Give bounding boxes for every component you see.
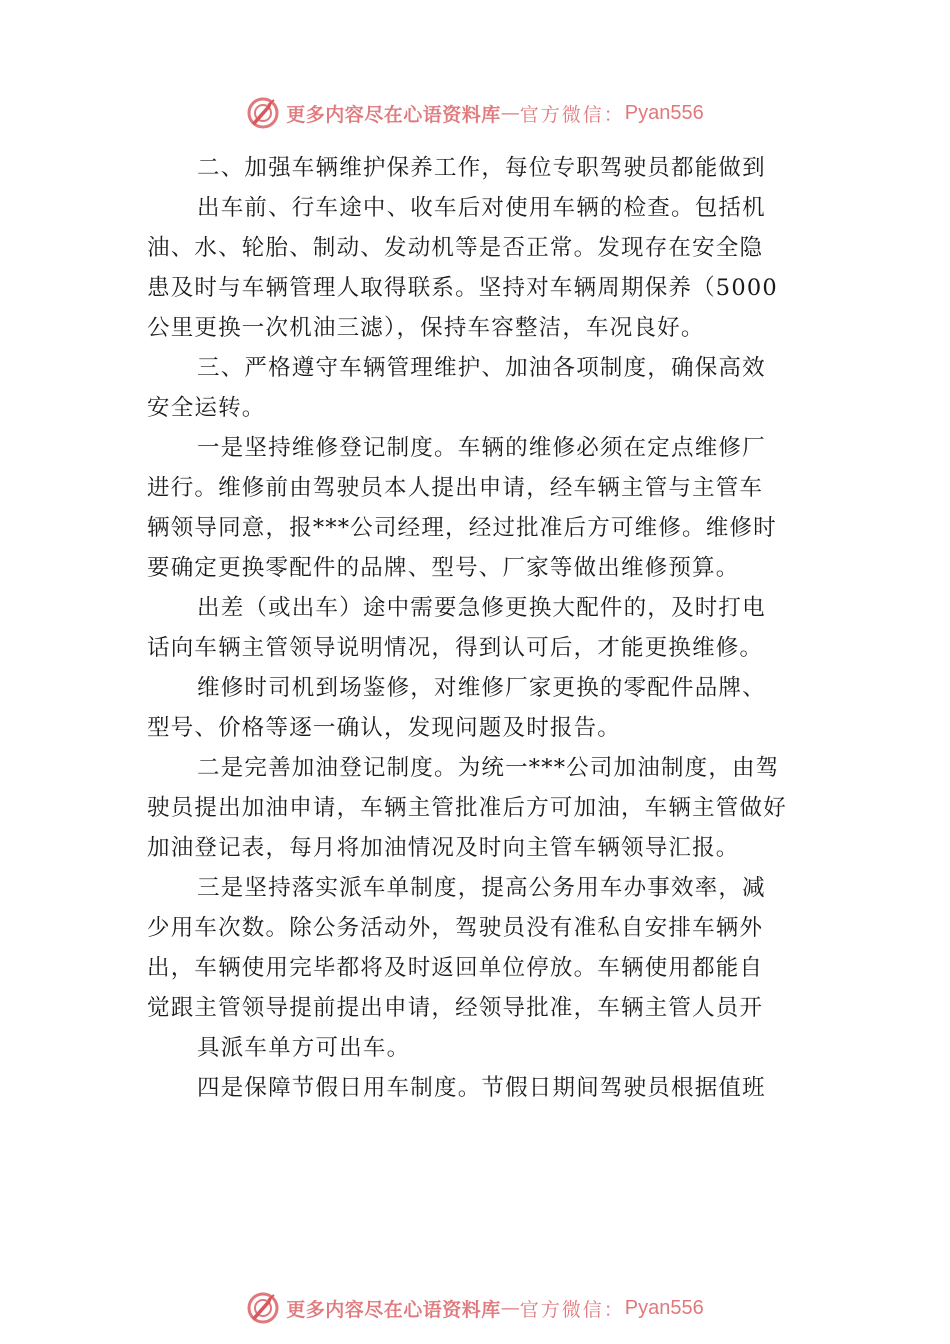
header-watermark-banner: [0, 93, 950, 133]
footer-brand-text: 更多内容尽在心语资料库: [286, 1298, 501, 1321]
text-line: 三是坚持落实派车单制度，提高公务用车办事效率，减: [197, 875, 766, 901]
text-line: 出，车辆使用完毕都将及时返回单位停放。车辆使用都能自: [147, 955, 764, 981]
text-line: 进行。维修前由驾驶员本人提出申请，经车辆主管与主管车: [147, 475, 764, 501]
text-line: 三、严格遵守车辆管理维护、加油各项制度，确保高效: [197, 355, 766, 381]
header-separator: —: [500, 102, 520, 124]
text-line: 维修时司机到场鉴修，对维修厂家更换的零配件品牌、: [197, 675, 766, 701]
text-line: 要确定更换零配件的品牌、型号、厂家等做出维修预算。: [147, 555, 740, 581]
footer-watermark-banner: [0, 1288, 950, 1328]
header-wechat-id: Pyan556: [624, 101, 704, 124]
brand-logo-icon: [246, 1291, 280, 1325]
text-line: 觉跟主管领导提前提出申请，经领导批准，车辆主管人员开: [147, 995, 764, 1021]
text-line: 油、水、轮胎、制动、发动机等是否正常。发现存在安全隐: [147, 235, 764, 261]
text-line: 患及时与车辆管理人取得联系。坚持对车辆周期保养（5000: [147, 275, 778, 301]
footer-wechat-id: Pyan556: [624, 1296, 704, 1319]
header-official-label: 官方微信：: [519, 103, 625, 126]
text-line: 辆领导同意，报***公司经理，经过批准后方可维修。维修时: [147, 515, 777, 541]
footer-official-label: 官方微信：: [519, 1298, 625, 1321]
text-line: 出车前、行车途中、收车后对使用车辆的检查。包括机: [197, 195, 766, 221]
text-line: 四是保障节假日用车制度。节假日期间驾驶员根据值班: [197, 1075, 766, 1101]
footer-separator: —: [500, 1297, 520, 1319]
text-line: 少用车次数。除公务活动外，驾驶员没有准私自安排车辆外: [147, 915, 764, 941]
text-line: 驶员提出加油申请，车辆主管批准后方可加油，车辆主管做好: [147, 795, 787, 821]
header-brand-text: 更多内容尽在心语资料库: [286, 103, 501, 126]
text-line: 话向车辆主管领导说明情况，得到认可后，才能更换维修。: [147, 635, 764, 661]
text-line: 二、加强车辆维护保养工作，每位专职驾驶员都能做到: [197, 155, 766, 181]
text-line: 一是坚持维修登记制度。车辆的维修必须在定点维修厂: [197, 435, 766, 461]
text-line: 出差（或出车）途中需要急修更换大配件的，及时打电: [197, 595, 766, 621]
text-line: 二是完善加油登记制度。为统一***公司加油制度，由驾: [197, 755, 780, 781]
text-line: 型号、价格等逐一确认，发现问题及时报告。: [147, 715, 622, 741]
document-body: [147, 148, 817, 1108]
text-line: 公里更换一次机油三滤），保持车容整洁，车况良好。: [147, 315, 705, 341]
text-line: 加油登记表，每月将加油情况及时向主管车辆领导汇报。: [147, 835, 740, 861]
text-line: 具派车单方可出车。: [197, 1035, 411, 1061]
brand-logo-icon: [246, 96, 280, 130]
text-line: 安全运转。: [147, 395, 266, 421]
